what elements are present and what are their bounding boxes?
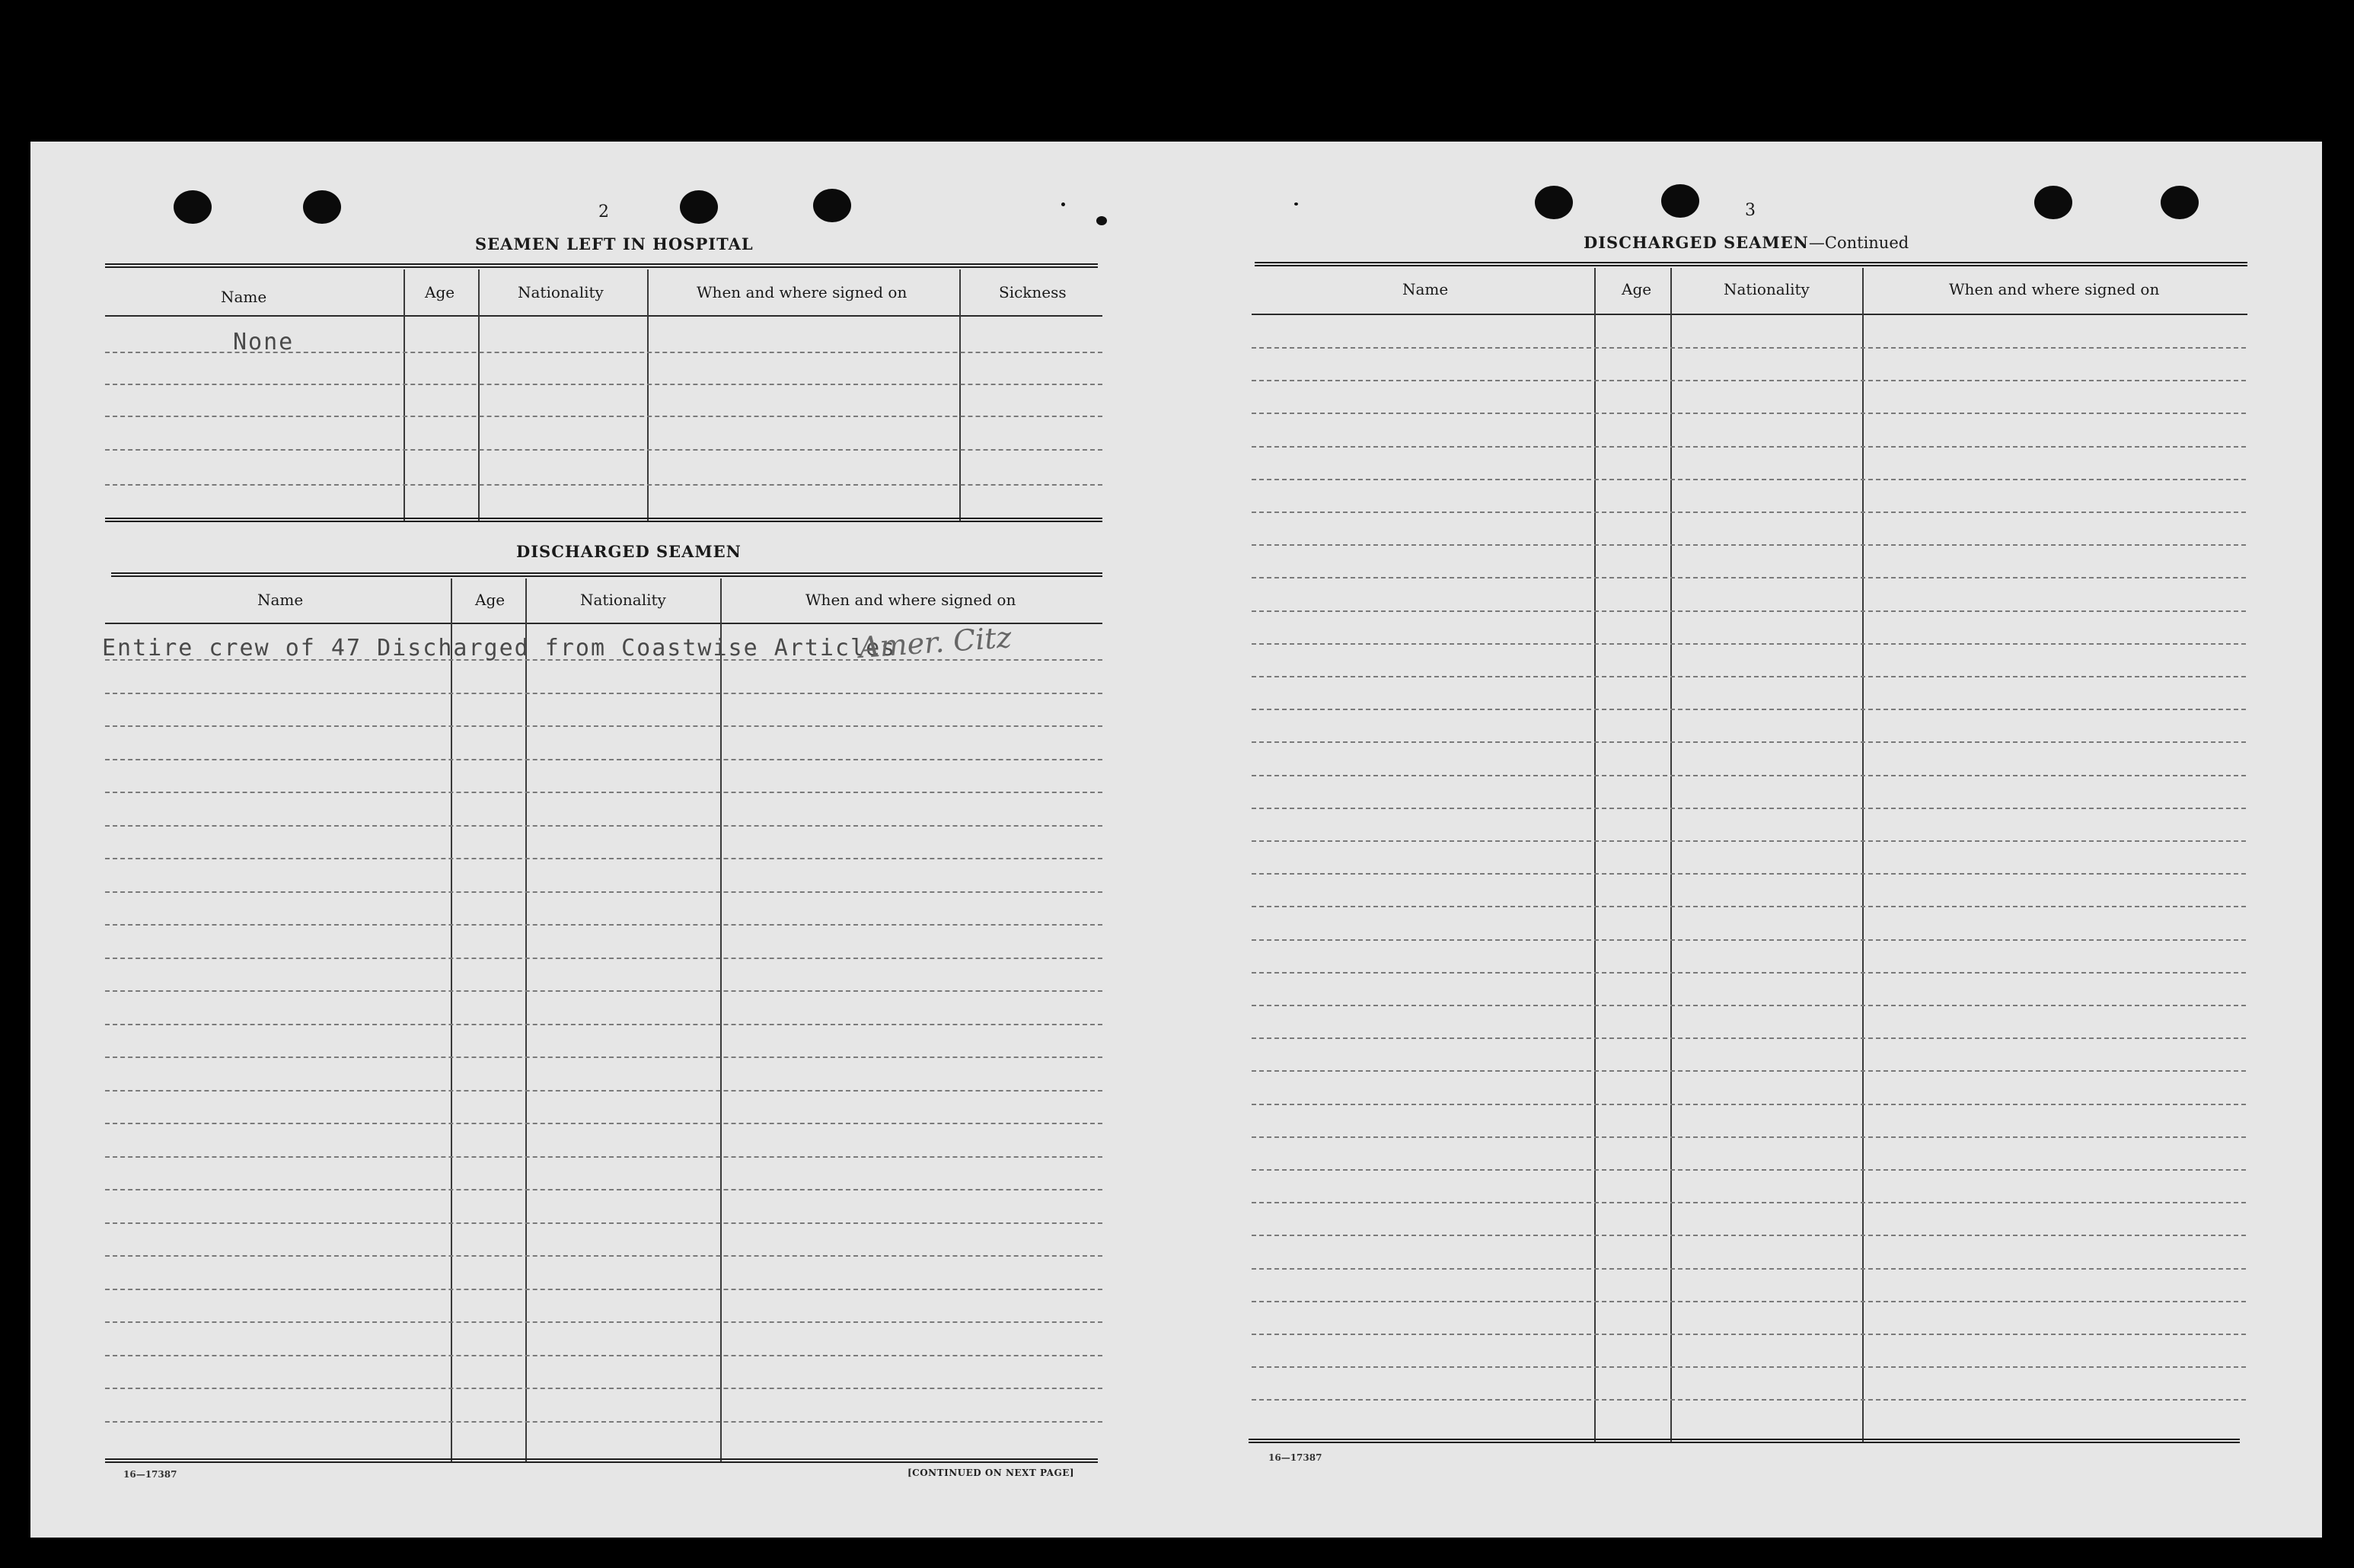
table-row-line — [1252, 512, 2246, 513]
punch-hole — [813, 189, 851, 222]
right-page-number: 3 — [1745, 201, 1756, 220]
table-row-line — [105, 891, 1102, 893]
table-row-line — [1252, 577, 2246, 578]
table-row-line — [105, 990, 1102, 992]
table-row-line — [1252, 709, 2246, 710]
table-row-line — [1252, 1169, 2246, 1171]
hospital-section-title: SEAMEN LEFT IN HOSPITAL — [475, 234, 754, 253]
table-row-line — [1252, 676, 2246, 677]
table-row-line — [1252, 873, 2246, 875]
discharged-col-divider — [451, 578, 452, 1461]
table-row-line — [105, 1421, 1102, 1423]
ink-speck — [1061, 202, 1065, 206]
punch-hole — [2161, 186, 2199, 219]
discharged-col-age: Age — [475, 591, 506, 609]
hospital-col-divider — [959, 269, 961, 521]
continued-header-rule — [1252, 314, 2247, 315]
table-row-line — [1252, 1202, 2246, 1203]
continued-title-suffix: —Continued — [1808, 234, 1909, 252]
table-row-line — [1252, 939, 2246, 941]
table-row-line — [105, 825, 1102, 827]
ink-speck — [1294, 202, 1298, 206]
table-row-line — [1252, 1301, 2246, 1302]
discharged-top-rule — [111, 572, 1102, 577]
table-row-line — [105, 858, 1102, 859]
continued-bottom-rule — [1249, 1439, 2240, 1443]
discharged-col-signed-on: When and where signed on — [805, 591, 1016, 609]
hospital-top-rule — [105, 263, 1098, 268]
discharged-bottom-rule — [105, 1458, 1098, 1463]
handwritten-note: Amer. Citz — [857, 620, 1013, 664]
table-row-line — [105, 1056, 1102, 1058]
continued-title-main: DISCHARGED SEAMEN — [1584, 233, 1809, 252]
ink-speck — [1096, 216, 1107, 225]
continued-col-divider — [1862, 268, 1864, 1443]
table-row-line — [1252, 1268, 2246, 1270]
table-row-line — [1252, 479, 2246, 480]
hospital-col-signed-on: When and where signed on — [697, 283, 907, 301]
hospital-col-sickness: Sickness — [999, 283, 1067, 301]
continued-section-title — [1584, 233, 1909, 252]
table-row-line — [105, 958, 1102, 959]
table-row-line — [105, 1090, 1102, 1092]
table-row-line — [105, 449, 1102, 451]
hospital-col-age: Age — [425, 283, 455, 301]
table-row-line — [1252, 808, 2246, 809]
table-row-line — [1252, 446, 2246, 448]
punch-hole — [303, 190, 341, 224]
left-form-number: 16—17387 — [123, 1469, 177, 1480]
continued-col-divider — [1594, 268, 1596, 1443]
punch-hole — [1661, 184, 1699, 218]
table-row-line — [105, 1123, 1102, 1124]
table-row-line — [1252, 1399, 2246, 1401]
table-row-line — [1252, 610, 2246, 612]
table-row-line — [1252, 347, 2246, 349]
continued-top-rule — [1255, 262, 2247, 266]
table-row-line — [1252, 1235, 2246, 1236]
right-form-number: 16—17387 — [1268, 1452, 1322, 1463]
table-row-line — [105, 1255, 1102, 1257]
table-row-line — [1252, 1070, 2246, 1072]
table-row-line — [105, 1222, 1102, 1224]
continued-col-name: Name — [1402, 280, 1449, 298]
table-row-line — [105, 693, 1102, 694]
table-row-line — [105, 1388, 1102, 1389]
continued-col-signed-on: When and where signed on — [1949, 280, 2160, 298]
table-row-line — [1252, 413, 2246, 414]
hospital-bottom-rule — [105, 518, 1102, 522]
table-row-line — [1252, 643, 2246, 645]
discharged-col-name: Name — [257, 591, 304, 609]
discharged-typed-entry: Entire crew of 47 Discharged from Coastwise Articles — [102, 635, 897, 661]
hospital-col-divider — [478, 269, 480, 521]
table-row-line — [1252, 380, 2246, 381]
table-row-line — [1252, 1136, 2246, 1138]
table-row-line — [1252, 1037, 2246, 1039]
table-row-line — [1252, 1005, 2246, 1006]
punch-hole — [1535, 186, 1573, 219]
hospital-col-nationality: Nationality — [518, 283, 604, 301]
table-row-line — [105, 1355, 1102, 1356]
hospital-col-divider — [403, 269, 405, 521]
table-row-line — [105, 759, 1102, 760]
discharged-col-divider — [720, 578, 722, 1461]
hospital-typed-entry: None — [233, 329, 295, 355]
table-row-line — [105, 484, 1102, 486]
table-row-line — [105, 416, 1102, 417]
table-row-line — [1252, 840, 2246, 842]
table-row-line — [1252, 775, 2246, 776]
hospital-header-rule — [105, 315, 1102, 317]
table-row-line — [1252, 1104, 2246, 1105]
hospital-col-divider — [647, 269, 649, 521]
table-row-line — [105, 1321, 1102, 1323]
table-row-line — [1252, 1366, 2246, 1368]
left-page-number: 2 — [598, 202, 609, 221]
discharged-col-nationality: Nationality — [580, 591, 666, 609]
table-row-line — [1252, 544, 2246, 546]
hospital-col-name: Name — [221, 288, 267, 306]
punch-hole — [174, 190, 212, 224]
table-row-line — [105, 1156, 1102, 1158]
table-row-line — [105, 792, 1102, 793]
discharged-col-divider — [525, 578, 527, 1461]
continued-col-divider — [1670, 268, 1672, 1443]
continued-col-nationality: Nationality — [1724, 280, 1810, 298]
continued-note: [CONTINUED ON NEXT PAGE] — [907, 1468, 1075, 1478]
punch-hole — [2034, 186, 2072, 219]
table-row-line — [105, 725, 1102, 727]
punch-hole — [680, 190, 718, 224]
table-row-line — [1252, 741, 2246, 743]
table-row-line — [1252, 1334, 2246, 1335]
continued-col-age: Age — [1622, 280, 1652, 298]
table-row-line — [105, 1289, 1102, 1290]
table-row-line — [105, 1024, 1102, 1025]
table-row-line — [1252, 906, 2246, 907]
table-row-line — [1252, 972, 2246, 974]
table-row-line — [105, 924, 1102, 926]
discharged-section-title: DISCHARGED SEAMEN — [516, 542, 742, 561]
table-row-line — [105, 1189, 1102, 1190]
table-row-line — [105, 384, 1102, 385]
